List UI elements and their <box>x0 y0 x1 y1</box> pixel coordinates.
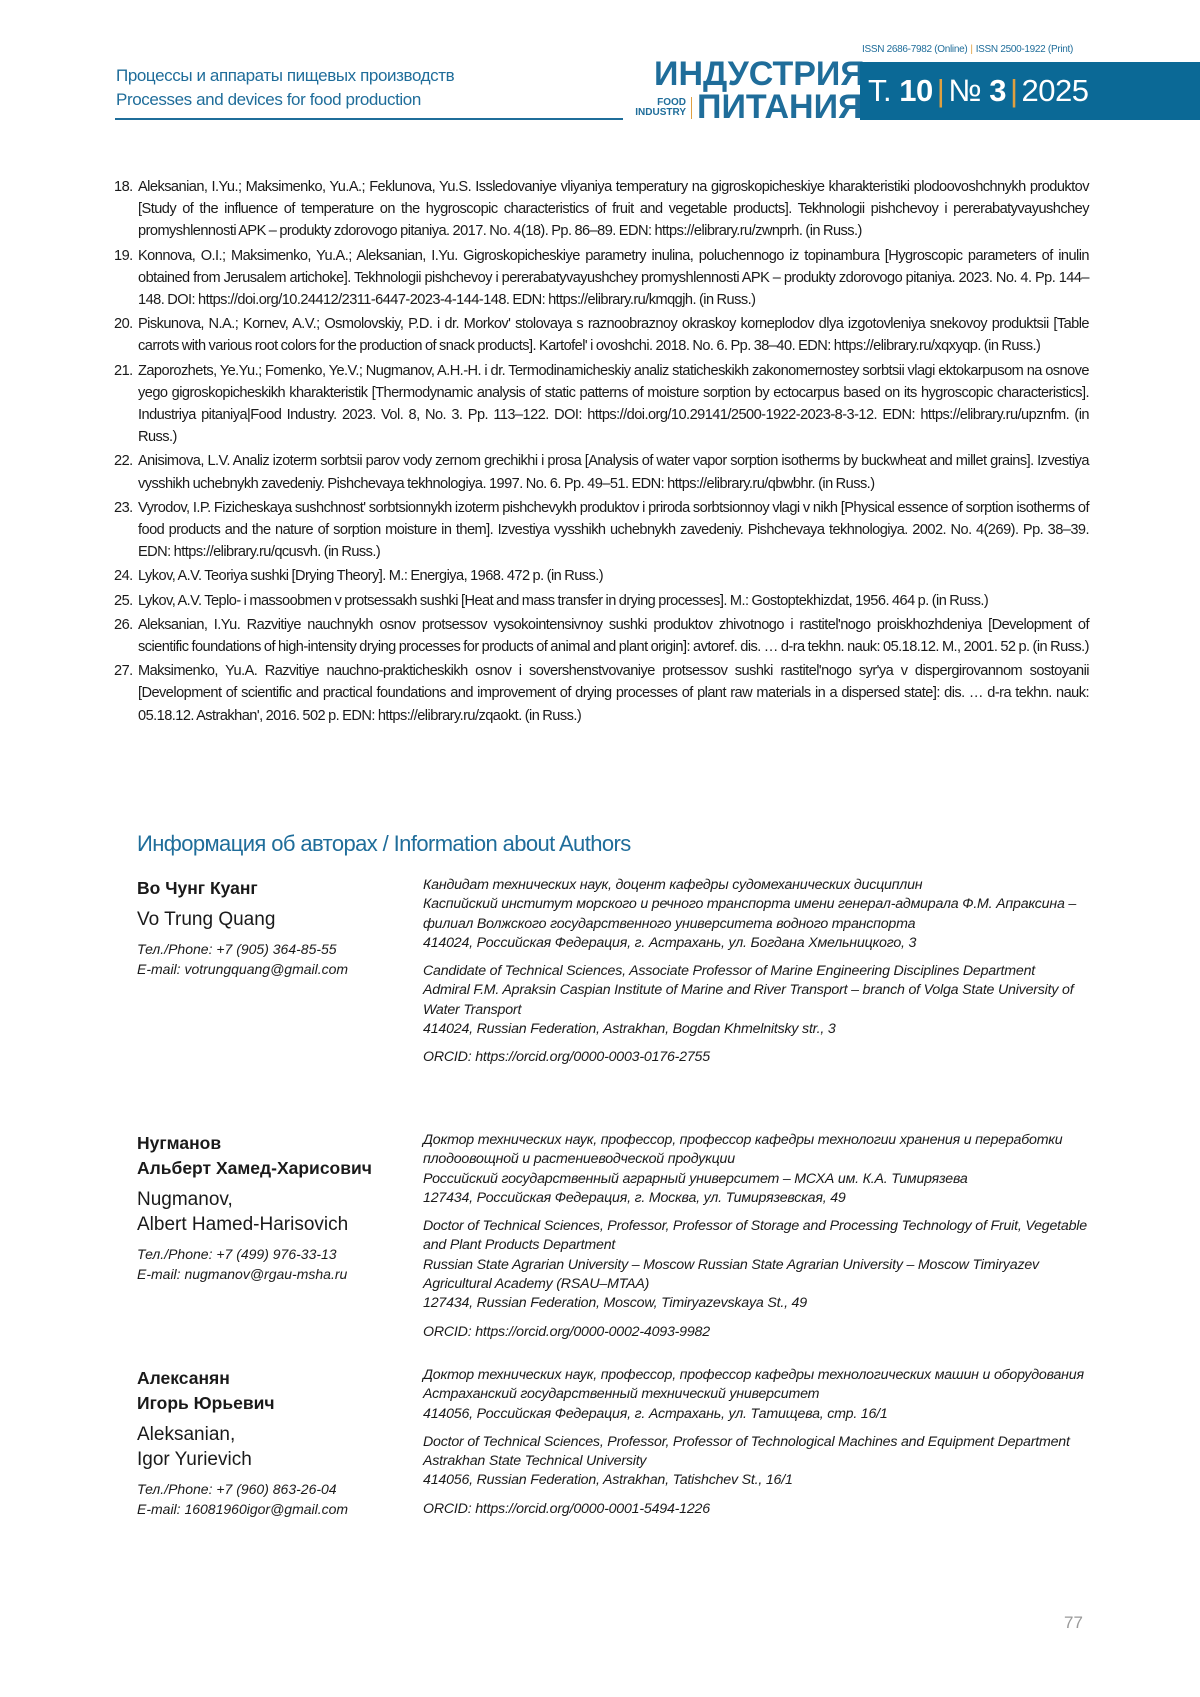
author-name-en: Nugmanov, Albert Hamed-Harisovich <box>137 1187 407 1237</box>
author-info-en-line: Doctor of Technical Sciences, Professor, Professor of Technological Machines and Equipment Department <box>423 1434 1070 1450</box>
reference-text: Lykov, A.V. Teplo- i massoobmen v protsessakh sushki [Heat and mass transfer in drying processes]. M.: Gostoptekhizdat, 1956. 464 p. (in Russ.) <box>138 590 1089 612</box>
authors-heading: Информация об авторах / Information about Authors <box>137 831 631 857</box>
reference-number: 21. <box>114 360 138 449</box>
reference-text: Piskunova, N.A.; Kornev, A.V.; Osmolovskiy, P.D. i dr. Morkov' stolovaya s raznoobraznoy okraskoy korneplodov dlya izgotovleniya snekovoy produktsii [Table carrots with various root colors for the production of snack products]. Kartofel' i ovoshchi. 2018. No. 6. Pp. 38–40. EDN: https://elibrary.ru/xqxyqp. (in Russ.) <box>138 313 1089 357</box>
logo-small-text: FOOD INDUSTRY <box>630 98 686 118</box>
logo-word-top: ИНДУСТРИЯ <box>654 56 865 92</box>
reference-text: Aleksanian, I.Yu. Razvitiye nauchnykh osnov protsessov vysokointensivnoy sushki produktov zhivotnogo i rastitel'nogo proiskhozhdeniya [Development of scientific foundations of high-intensity drying processes for products of animal and plant origin]: avtoref. dis. … d-ra tekhn. nauk: 05.18.12. M., 2001. 52 p. (in Russ.) <box>138 614 1089 658</box>
reference-item <box>114 660 1089 727</box>
author-info-ru-line: 414056, Российская Федерация, г. Астрахань, ул. Татищева, стр. 16/1 <box>423 1406 888 1422</box>
author-info-en-line: Russian State Agrarian University – Moscow Russian State Agrarian University – Moscow Timiryazev Agricultural Academy (RSAU–MTAA) <box>423 1257 1039 1292</box>
running-header-section <box>116 64 454 112</box>
author-orcid[interactable]: ORCID: https://orcid.org/0000-0003-0176-2755 <box>423 1048 1103 1067</box>
issn-print: ISSN 2500-1922 (Print) <box>976 44 1073 55</box>
author-name-ru: Алексанян Игорь Юрьевич <box>137 1366 407 1416</box>
author-orcid[interactable]: ORCID: https://orcid.org/0000-0001-5494-1226 <box>423 1500 1103 1519</box>
section-title-en: Processes and devices for food production <box>116 88 454 112</box>
author-info-ru-line: 127434, Российская Федерация, г. Москва, ул. Тимирязевская, 49 <box>423 1190 846 1206</box>
author-contacts <box>137 1480 407 1519</box>
author-info-ru-line: Российский государственный аграрный университет – МСХА им. К.А. Тимирязева <box>423 1171 968 1187</box>
reference-item <box>114 450 1089 494</box>
reference-item <box>114 565 1089 587</box>
author-info-en-line: Admiral F.M. Apraksin Caspian Institute of Marine and River Transport – branch of Volga State University of Water Transport <box>423 982 1073 1017</box>
reference-text: Maksimenko, Yu.A. Razvitiye nauchno-prakticheskikh osnov i sovershenstvovaniye protsessov sushki rastitel'nogo syr'ya v dispergirovannom sostoyanii [Development of scientific and practical foundations and improvement of drying processes of plant raw materials in a dispersed state]: dis. … d-ra tekhn. nauk: 05.18.12. Astrakhan', 2016. 502 p. EDN: https://elibrary.ru/zqaokt. (in Russ.) <box>138 660 1089 727</box>
page-number: 77 <box>1064 1613 1083 1633</box>
reference-number: 18. <box>114 176 138 243</box>
author-info-en-line: Doctor of Technical Sciences, Professor, Professor of Storage and Processing Technology of Fruit, Vegetable and Plant Products Department <box>423 1218 1087 1253</box>
reference-text: Aleksanian, I.Yu.; Maksimenko, Yu.A.; Feklunova, Yu.S. Issledovaniye vliyaniya temperatury na gigroskopicheskiye kharakteristiki plodoovoshchnykh produktov [Study of the influence of temperature on the hygroscopic characteristics of fruit and vegetable products]. Tekhnologii pishchevoy i pererabatyvayushchey promyshlennosti APK – produkty zdorovogo pitaniya. 2017. No. 4(18). Pp. 86–89. EDN: https://elibrary.ru/zwnprh. (in Russ.) <box>138 176 1089 243</box>
reference-item <box>114 176 1089 243</box>
reference-item <box>114 360 1089 449</box>
volume-issue-badge: Т. 10 | № 3 | 2025 <box>860 62 1200 120</box>
author-info-en <box>423 962 1103 1039</box>
reference-item <box>114 590 1089 612</box>
author-email[interactable]: E-mail: 16081960igor@gmail.com <box>137 1501 348 1517</box>
author-info-en-line: Candidate of Technical Sciences, Associate Professor of Marine Engineering Disciplines Department <box>423 963 1035 979</box>
author-info-en-line: 414024, Russian Federation, Astrakhan, Bogdan Khmelnitsky str., 3 <box>423 1021 836 1037</box>
reference-text: Konnova, O.I.; Maksimenko, Yu.A.; Aleksanian, I.Yu. Gigroskopicheskiye parametry inulina, poluchennogo iz topinambura [Hygroscopic parameters of inulin obtained from Jerusalem artichoke]. Tekhnologii pishchevoy i pererabatyvayushchey promyshlennosti APK – produkty zdorovogo pitaniya. 2023. No. 4. Pp. 144–148. DOI: https://doi.org/10.24412/2311-6447-2023-4-144-148. EDN: https://elibrary.ru/kmqgjh. (in Russ.) <box>138 245 1089 312</box>
reference-number: 25. <box>114 590 138 612</box>
author-info-ru-line: Астраханский государственный технический университет <box>423 1386 819 1402</box>
issn-line: ISSN 2686-7982 (Online) | ISSN 2500-1922 (Print) <box>862 44 1073 55</box>
author-contacts <box>137 1245 407 1284</box>
reference-item <box>114 497 1089 564</box>
reference-item <box>114 614 1089 658</box>
author-contacts <box>137 940 407 979</box>
author-name-ru: Во Чунг Куанг <box>137 876 407 901</box>
author-info-ru-line: Каспийский институт морского и речного транспорта имени генерал-адмирала Ф.М. Апраксина – филиал Волжского государственного университета водного транспорта <box>423 896 1076 931</box>
section-title-ru: Процессы и аппараты пищевых производств <box>116 64 454 88</box>
author-email[interactable]: E-mail: votrungquang@gmail.com <box>137 961 348 977</box>
author-info-en-line: Astrakhan State Technical University <box>423 1453 646 1469</box>
reference-number: 23. <box>114 497 138 564</box>
author-phone: Тел./Phone: +7 (499) 976-33-13 <box>137 1246 337 1262</box>
reference-number: 27. <box>114 660 138 727</box>
author-info-ru-line: 414024, Российская Федерация, г. Астрахань, ул. Богдана Хмельницкого, 3 <box>423 935 916 951</box>
author-name-en: Vo Trung Quang <box>137 907 407 932</box>
reference-item <box>114 245 1089 312</box>
reference-number: 20. <box>114 313 138 357</box>
author-info-ru <box>423 1131 1103 1208</box>
author-info-en-line: 414056, Russian Federation, Astrakhan, Tatishchev St., 16/1 <box>423 1472 793 1488</box>
author-info-ru-line: Доктор технических наук, профессор, профессор кафедры технологии хранения и переработки плодоовощной и растениеводческой продукции <box>423 1132 1063 1167</box>
author-info-ru <box>423 1366 1103 1424</box>
issn-online: ISSN 2686-7982 (Online) <box>862 44 967 55</box>
logo-word-bottom: ПИТАНИЯ <box>697 89 862 125</box>
author-info-ru-line: Кандидат технических наук, доцент кафедры судомеханических дисциплин <box>423 877 922 893</box>
author-info-en <box>423 1433 1103 1491</box>
reference-item <box>114 313 1089 357</box>
header-divider <box>115 118 623 120</box>
author-email[interactable]: E-mail: nugmanov@rgau-msha.ru <box>137 1266 347 1282</box>
author-info-ru <box>423 876 1103 953</box>
author-info-ru-line: Доктор технических наук, профессор, профессор кафедры технологических машин и оборудования <box>423 1367 1084 1383</box>
author-phone: Тел./Phone: +7 (960) 863-26-04 <box>137 1481 337 1497</box>
author-phone: Тел./Phone: +7 (905) 364-85-55 <box>137 941 337 957</box>
reference-number: 26. <box>114 614 138 658</box>
author-orcid[interactable]: ORCID: https://orcid.org/0000-0002-4093-9982 <box>423 1323 1103 1342</box>
reference-number: 22. <box>114 450 138 494</box>
logo-divider <box>691 97 692 119</box>
reference-list <box>114 176 1089 729</box>
reference-text: Anisimova, L.V. Analiz izoterm sorbtsii parov vody zernom grechikhi i prosa [Analysis of water vapor sorption isotherms by buckwheat and millet grains]. Izvestiya vysshikh uchebnykh zavedeniy. Pishchevaya tekhnologiya. 1997. No. 6. Pp. 49–51. EDN: https://elibrary.ru/qbwbhr. (in Russ.) <box>138 450 1089 494</box>
reference-text: Vyrodov, I.P. Fizicheskaya sushchnost' sorbtsionnykh izoterm pishchevykh produktov i priroda sorbtsionnoy vlagi v nikh [Physical essence of sorption isotherms of food products and the nature of sorption moisture in them]. Izvestiya vysshikh uchebnykh zavedeniy. Pishchevaya tekhnologiya. 2002. No. 4(269). Pp. 38–39. EDN: https://elibrary.ru/qcusvh. (in Russ.) <box>138 497 1089 564</box>
reference-number: 19. <box>114 245 138 312</box>
author-name-en: Aleksanian, Igor Yurievich <box>137 1422 407 1472</box>
reference-text: Lykov, A.V. Teoriya sushki [Drying Theory]. M.: Energiya, 1968. 472 p. (in Russ.) <box>138 565 1089 587</box>
author-info-en-line: 127434, Russian Federation, Moscow, Timiryazevskaya St., 49 <box>423 1295 807 1311</box>
author-name-ru: Нугманов Альберт Хамед-Харисович <box>137 1131 407 1181</box>
author-info-en <box>423 1217 1103 1313</box>
reference-text: Zaporozhets, Ye.Yu.; Fomenko, Ye.V.; Nugmanov, A.H.-H. i dr. Termodinamicheskiy analiz staticheskikh zakonomernostey sorbtsii vlagi ektokarpusom na osnove yego gigroskopicheskikh kharakteristik [Thermodynamic analysis of static patterns of moisture sorption by ectocarpus based on its hygroscopic characteristics]. Industriya pitaniya|Food Industry. 2023. Vol. 8, No. 3. Pp. 113–122. DOI: https://doi.org/10.29141/2500-1922-2023-8-3-12. EDN: https://elibrary.ru/upznfm. (in Russ.) <box>138 360 1089 449</box>
reference-number: 24. <box>114 565 138 587</box>
